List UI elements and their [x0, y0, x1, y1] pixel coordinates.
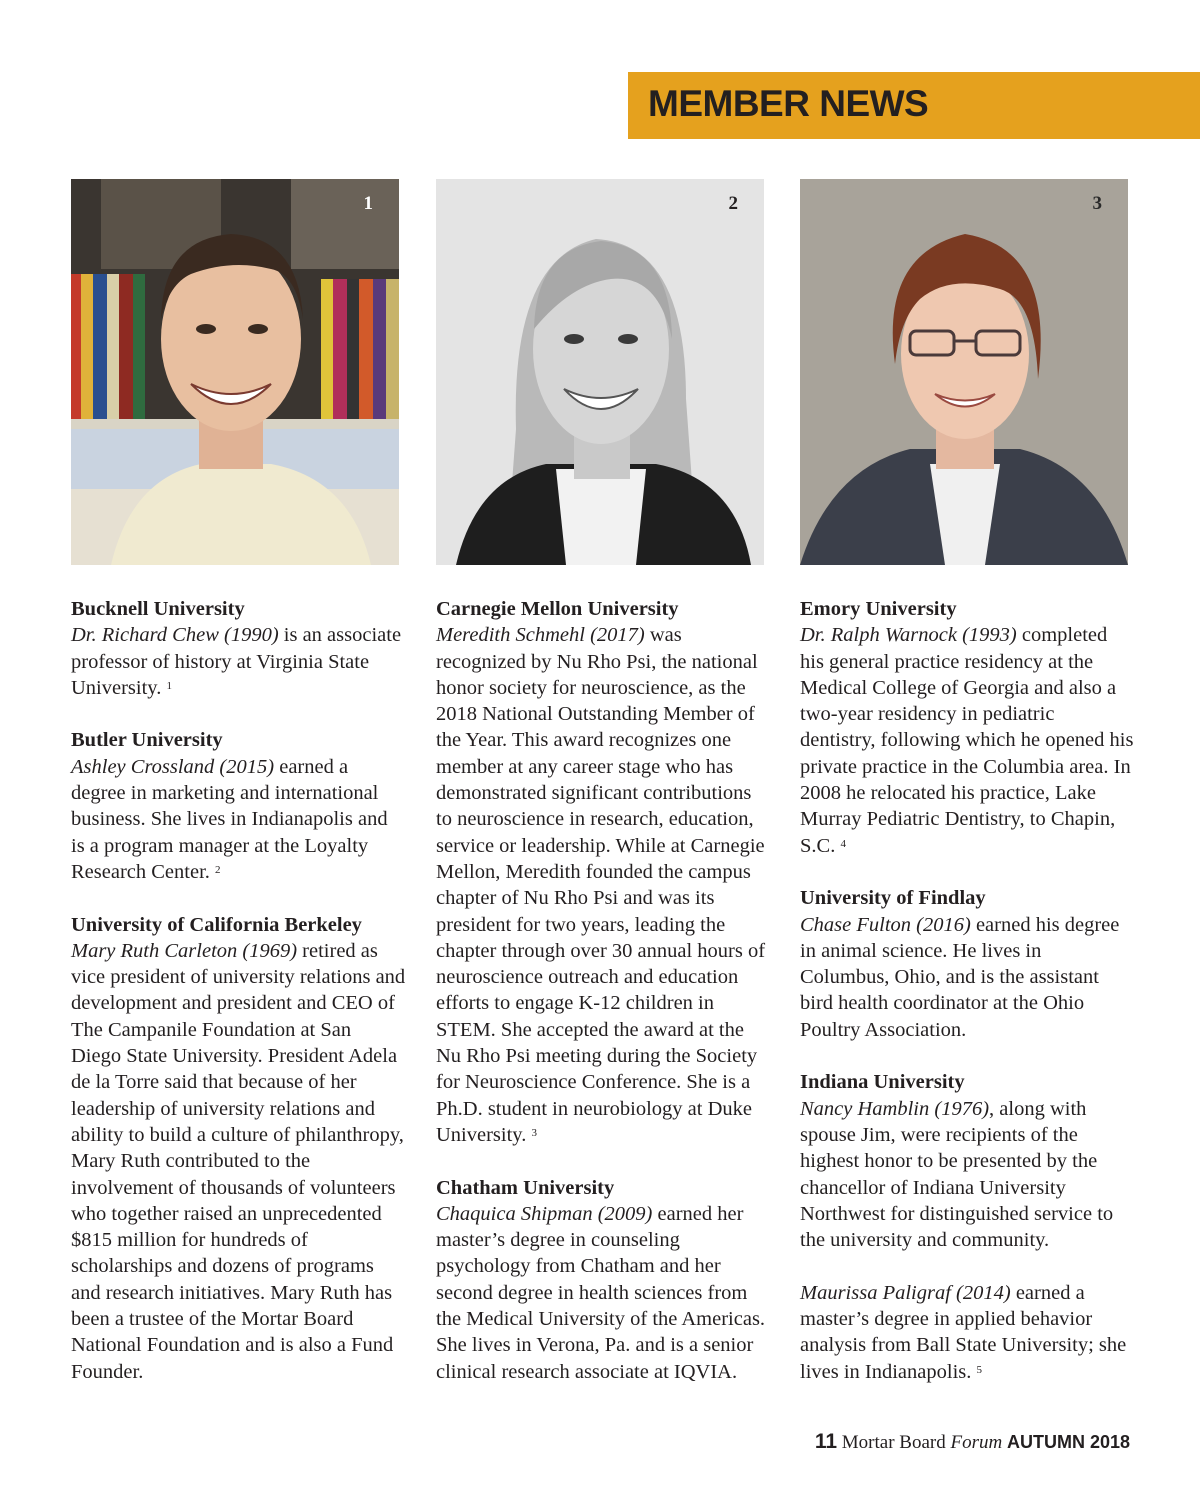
university-name: Indiana University	[800, 1071, 965, 1094]
university-name: University of California Berkeley	[71, 913, 362, 936]
member-photo-3	[800, 179, 1128, 565]
entry-text	[800, 1280, 1135, 1385]
entry-text	[800, 912, 1135, 1043]
news-column-1	[71, 596, 406, 1411]
entry-text	[71, 938, 406, 1385]
entry-body: was recognized by Nu Rho Psi, the national honor society for neuroscience, as the 2018 National Outstanding Member of the Year. This award recognizes one member at any career stage who has demonstrated significant contributions to neuroscience in research, education, service or leadership. While at Carnegie Mellon, Meredith founded the campus chapter of Nu Rho Psi and was its president for two years, leading the chapter through over 30 annual hours of neuroscience outreach and education efforts to engage K-12 children in STEM. She accepted the award at the Nu Rho Psi meeting during the Society for Neuroscience Conference. She is a Ph.D. student in neurobiology at Duke University.	[436, 624, 766, 1146]
entry-body: , along with spouse Jim, were recipients of the highest honor to be presented by the chancellor of Indiana University Northwest for distinguished service to the university and community.	[800, 1097, 1114, 1252]
page-footer	[815, 1430, 1130, 1454]
photo-ref: 1	[166, 679, 172, 692]
member-photo-2	[436, 179, 764, 565]
entry-text	[800, 622, 1135, 859]
university-name: Bucknell University	[71, 598, 245, 620]
member-name: Ashley Crossland (2015)	[71, 755, 275, 778]
photo-3-image	[800, 179, 1128, 565]
news-column-2	[436, 596, 771, 1411]
entry-body: retired as vice president of university relations and development and president and CEO of The Campanile Foundation at San Diego State University. President Adela de la Torre said that because of her leadership of university relations and ability to build a culture of philanthropy, Mary Ruth contributed to the involvement of thousands of volunteers who together raised an unprecedented $815 million for hundreds of scholarships and dozens of programs and research initiatives. Mary Ruth has been a trustee of the Mortar Board National Foundation and is also a Fund Founder.	[71, 939, 406, 1383]
news-column-3	[800, 596, 1135, 1411]
photo-number-3: 3	[1092, 193, 1102, 214]
photo-ref: 4	[840, 837, 846, 850]
entry-body: earned a master’s degree in applied behavior analysis from Ball State University; she lives in Indianapolis.	[800, 1281, 1127, 1383]
photo-1-image	[71, 179, 399, 565]
photo-number-1: 1	[363, 193, 373, 214]
news-entry	[800, 885, 1135, 1043]
section-title: MEMBER NEWS	[648, 83, 929, 124]
member-name: Dr. Ralph Warnock (1993)	[800, 624, 1017, 647]
entry-body: is an associate professor of history at Virginia State University.	[71, 624, 402, 699]
member-name: Dr. Richard Chew (1990)	[71, 624, 279, 647]
member-photo-1	[71, 179, 399, 565]
page-number: 11	[814, 1430, 838, 1453]
news-entry	[71, 727, 406, 885]
entry-text	[71, 622, 406, 701]
photo-ref: 3	[531, 1126, 537, 1139]
section-banner	[628, 72, 1200, 139]
member-name: Meredith Schmehl (2017)	[436, 624, 645, 647]
photo-number-2: 2	[728, 193, 738, 214]
news-entry	[800, 596, 1135, 859]
publication-forum: Forum	[950, 1432, 1003, 1453]
university-name: Butler University	[71, 729, 223, 752]
member-name: Mary Ruth Carleton (1969)	[71, 939, 298, 962]
entry-body: earned a degree in marketing and international business. She lives in Indianapolis and is a program manager at the Loyalty Research Center.	[71, 755, 388, 883]
news-entry	[71, 912, 406, 1385]
entry-body: completed his general practice residency at the Medical College of Georgia and also a two-year residency in pediatric dentistry, following which he opened his private practice in the Columbia area. In 2008 he relocated his practice, Lake Murray Pediatric Dentistry, to Chapin, S.C.	[800, 624, 1134, 857]
photo-ref: 5	[976, 1363, 983, 1376]
university-name: Emory University	[800, 598, 957, 620]
entry-text	[436, 1201, 771, 1385]
university-name: Carnegie Mellon University	[436, 598, 679, 620]
photo-ref: 2	[215, 863, 221, 876]
issue-season: AUTUMN 2018	[1006, 1432, 1130, 1452]
member-name: Chaquica Shipman (2009)	[436, 1202, 653, 1225]
news-entry	[436, 596, 771, 1148]
news-entry	[800, 1280, 1135, 1385]
entry-text	[800, 1096, 1135, 1254]
member-name: Maurissa Paligraf (2014)	[800, 1281, 1011, 1304]
news-entry	[71, 596, 406, 701]
entry-text	[436, 622, 771, 1148]
entry-body: earned her master’s degree in counseling psychology from Chatham and her second degree in health sciences from the Medical University of the Americas. She lives in Verona, Pa. and is a senior clinical research associate at IQVIA.	[436, 1202, 766, 1383]
publication-name: Mortar Board	[841, 1432, 946, 1453]
university-name: University of Findlay	[800, 887, 986, 910]
news-entry	[436, 1175, 771, 1385]
university-name: Chatham University	[436, 1176, 615, 1199]
member-name: Nancy Hamblin (1976)	[800, 1097, 990, 1120]
news-entry	[800, 1069, 1135, 1253]
entry-body: earned his degree in animal science. He lives in Columbus, Ohio, and is the assistant bird health coordinator at the Ohio Poultry Association.	[800, 913, 1120, 1041]
member-name: Chase Fulton (2016)	[800, 913, 971, 936]
photo-2-image	[436, 179, 764, 565]
entry-text	[71, 754, 406, 885]
